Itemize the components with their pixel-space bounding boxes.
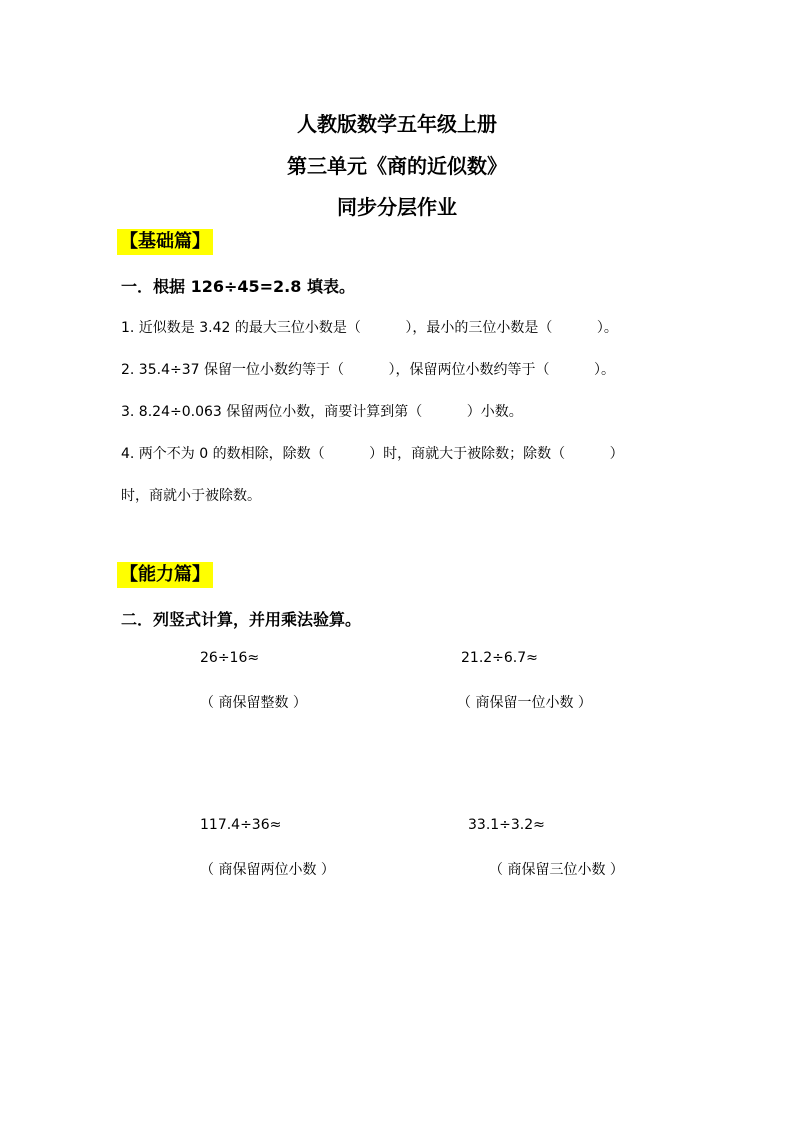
question-3: 3. 8.24÷0.063 保留两位小数，商要计算到第（ ）小数。 xyxy=(121,404,523,420)
ability-section-heading: 二．列竖式计算，并用乘法验算。 xyxy=(121,610,362,629)
question-2: 2. 35.4÷37 保留一位小数约等于（ ），保留两位小数约等于（ ）。 xyxy=(121,362,615,378)
title-line-1: 人教版数学五年级上册 xyxy=(297,112,497,136)
title-line-2: 第三单元《商的近似数》 xyxy=(287,154,507,178)
calc-note-1: （ 商保留整数 ） xyxy=(200,695,307,711)
calc-expression-4: 33.1÷3.2≈ xyxy=(468,817,545,833)
question-4-line-1: 4. 两个不为 0 的数相除，除数（ ）时，商就大于被除数；除数（ ） xyxy=(121,446,624,462)
basic-section-tag: 【基础篇】 xyxy=(117,229,213,255)
calc-note-3: （ 商保留两位小数 ） xyxy=(200,862,335,878)
calc-expression-3: 117.4÷36≈ xyxy=(200,817,282,833)
basic-section-heading: 一．根据 126÷45=2.8 填表。 xyxy=(121,277,355,296)
question-4-line-2: 时，商就小于被除数。 xyxy=(121,488,261,504)
question-1: 1. 近似数是 3.42 的最大三位小数是（ ），最小的三位小数是（ ）。 xyxy=(121,320,618,336)
calc-note-2: （ 商保留一位小数 ） xyxy=(457,695,592,711)
calc-expression-1: 26÷16≈ xyxy=(200,650,260,666)
ability-section-tag: 【能力篇】 xyxy=(117,562,213,588)
calc-note-4: （ 商保留三位小数 ） xyxy=(489,862,624,878)
title-line-3: 同步分层作业 xyxy=(337,195,457,219)
calc-expression-2: 21.2÷6.7≈ xyxy=(461,650,538,666)
